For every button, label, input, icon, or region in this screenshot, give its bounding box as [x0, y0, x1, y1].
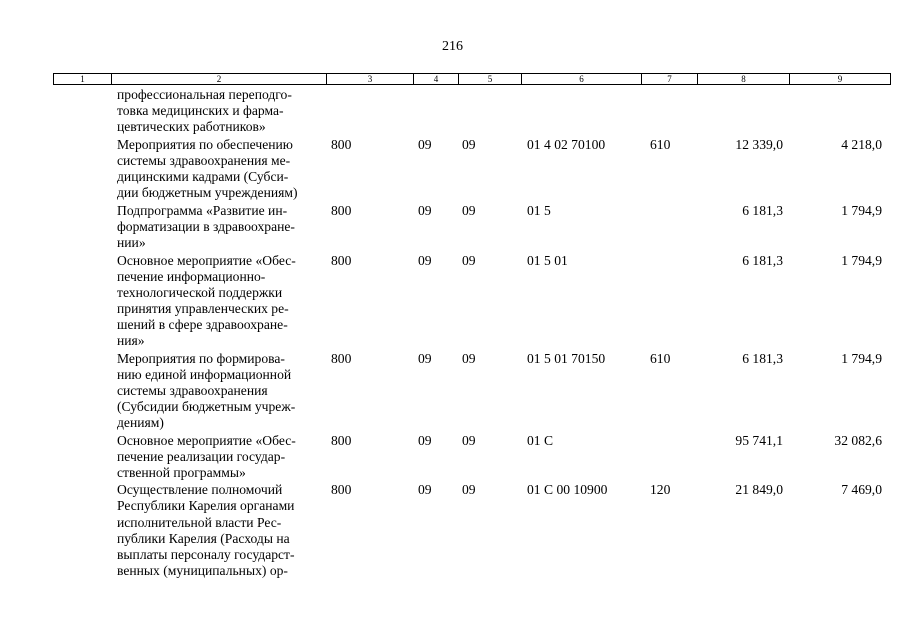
cell-expense-type: 610 — [650, 350, 671, 366]
cell-subsection: 09 — [462, 350, 476, 366]
description-line: выплаты персоналу государст- — [117, 546, 295, 562]
description-line: ния» — [117, 332, 145, 348]
row-description — [117, 137, 321, 201]
description-line: системы здравоохранения — [117, 382, 268, 398]
cell-ministry-code: 800 — [331, 252, 352, 268]
row-description — [117, 482, 321, 579]
description-line: дии бюджетным учреждениям) — [117, 185, 298, 201]
cell-amount-total: 6 181,3 — [742, 350, 783, 366]
cell-amount-federal: 32 082,6 — [834, 432, 882, 448]
cell-amount-total: 95 741,1 — [735, 432, 783, 448]
table-row — [0, 351, 905, 432]
description-line: форматизации в здравоохране- — [117, 218, 295, 234]
description-line: дениям) — [117, 414, 164, 430]
cell-section: 09 — [418, 202, 432, 218]
cell-target-article: 01 5 — [527, 202, 551, 218]
cell-subsection: 09 — [462, 432, 476, 448]
cell-ministry-code: 800 — [331, 136, 352, 152]
description-line: цевтических работников» — [117, 119, 266, 135]
cell-subsection: 09 — [462, 482, 476, 498]
cell-target-article: 01 4 02 70100 — [527, 136, 606, 152]
cell-target-article: 01 С — [527, 432, 554, 448]
table-row — [0, 253, 905, 350]
cell-amount-total: 12 339,0 — [735, 136, 783, 152]
table-row — [0, 87, 905, 135]
cell-amount-federal: 7 469,0 — [841, 482, 882, 498]
header-cell-2: 2 — [112, 74, 327, 85]
cell-amount-federal: 1 794,9 — [841, 350, 882, 366]
description-line: Мероприятия по обеспечению — [117, 136, 293, 152]
cell-subsection: 09 — [462, 252, 476, 268]
description-line: принятия управленческих ре- — [117, 300, 289, 316]
table-row — [0, 482, 905, 579]
cell-section: 09 — [418, 252, 432, 268]
description-line: Основное мероприятие «Обес- — [117, 432, 296, 448]
cell-ministry-code: 800 — [331, 432, 352, 448]
header-cell-6: 6 — [522, 74, 642, 85]
page-number: 216 — [442, 39, 463, 54]
description-line: печение реализации государ- — [117, 448, 286, 464]
description-line: товка медицинских и фарма- — [117, 103, 284, 119]
cell-amount-total: 6 181,3 — [742, 202, 783, 218]
row-description — [117, 351, 321, 431]
cell-ministry-code: 800 — [331, 202, 352, 218]
cell-section: 09 — [418, 136, 432, 152]
cell-ministry-code: 800 — [331, 482, 352, 498]
row-description — [117, 203, 321, 251]
description-line: технологической поддержки — [117, 284, 283, 300]
header-cell-1: 1 — [54, 74, 112, 85]
description-line: Подпрограмма «Развитие ин- — [117, 202, 288, 218]
row-description — [117, 87, 321, 135]
description-line: нию единой информационной — [117, 366, 292, 382]
row-description — [117, 433, 321, 481]
description-line: шений в сфере здравоохране- — [117, 316, 288, 332]
description-line: (Субсидии бюджетным учреж- — [117, 398, 296, 414]
cell-section: 09 — [418, 432, 432, 448]
cell-amount-federal: 4 218,0 — [841, 136, 882, 152]
header-cell-8: 8 — [698, 74, 790, 85]
table-row — [0, 203, 905, 251]
cell-subsection: 09 — [462, 136, 476, 152]
header-cell-7: 7 — [642, 74, 698, 85]
table-row — [0, 137, 905, 201]
table-row — [0, 433, 905, 481]
row-description — [117, 253, 321, 350]
header-cell-3: 3 — [327, 74, 414, 85]
header-cell-9: 9 — [790, 74, 891, 85]
cell-section: 09 — [418, 482, 432, 498]
description-line: публики Карелия (Расходы на — [117, 530, 290, 546]
description-line: системы здравоохранения ме- — [117, 152, 291, 168]
cell-target-article: 01 С 00 10900 — [527, 482, 608, 498]
description-line: печение информационно- — [117, 268, 266, 284]
cell-amount-total: 21 849,0 — [735, 482, 783, 498]
description-line: Мероприятия по формирова- — [117, 350, 285, 366]
description-line: профессиональная переподго- — [117, 87, 292, 102]
cell-amount-total: 6 181,3 — [742, 252, 783, 268]
description-line: Осуществление полномочий — [117, 482, 283, 498]
description-line: дицинскими кадрами (Субси- — [117, 168, 289, 184]
cell-ministry-code: 800 — [331, 350, 352, 366]
description-line: венных (муниципальных) ор- — [117, 562, 288, 578]
cell-target-article: 01 5 01 — [527, 252, 568, 268]
header-cell-5: 5 — [459, 74, 522, 85]
header-cell-4: 4 — [414, 74, 459, 85]
description-line: Республики Карелия органами — [117, 498, 295, 514]
cell-expense-type: 610 — [650, 136, 671, 152]
cell-section: 09 — [418, 350, 432, 366]
description-line: Основное мероприятие «Обес- — [117, 252, 296, 268]
cell-amount-federal: 1 794,9 — [841, 252, 882, 268]
description-line: ственной программы» — [117, 464, 246, 480]
column-number-header — [53, 73, 890, 85]
cell-amount-federal: 1 794,9 — [841, 202, 882, 218]
cell-expense-type: 120 — [650, 482, 671, 498]
cell-subsection: 09 — [462, 202, 476, 218]
cell-target-article: 01 5 01 70150 — [527, 350, 606, 366]
description-line: нии» — [117, 234, 146, 250]
description-line: исполнительной власти Рес- — [117, 514, 282, 530]
